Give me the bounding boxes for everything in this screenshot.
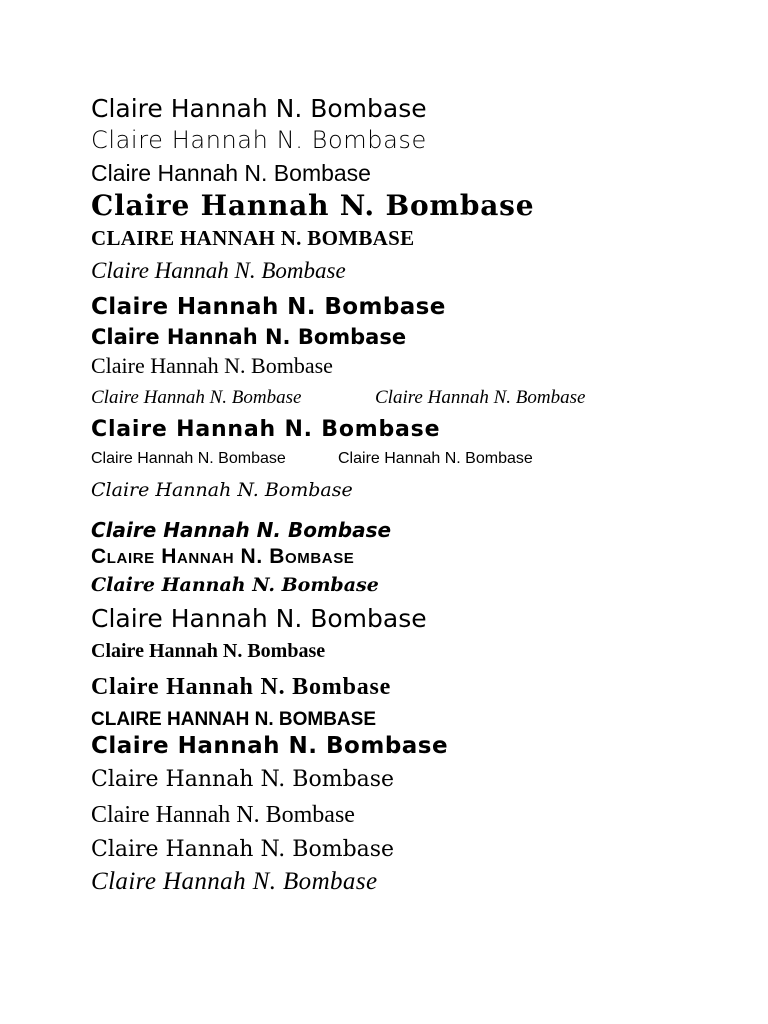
font-sample-line: Claire Hannah N. Bombase: [91, 604, 427, 633]
font-sample-line: Claire Hannah N. Bombase: [91, 545, 355, 568]
font-sample-line: Claire Hannah N. Bombase: [91, 574, 379, 596]
font-sample-line: Claire Hannah N. Bombase: [91, 868, 378, 895]
font-sample-line: Claire Hannah N. Bombase: [91, 189, 535, 222]
font-sample-line: Claire Hannah N. Bombase: [91, 325, 407, 349]
font-sample-line: Claire Hannah N. Bombase: [91, 387, 302, 408]
font-sample-line: Claire Hannah N. Bombase: [91, 258, 346, 283]
font-sample-line: Claire Hannah N. Bombase: [338, 450, 533, 467]
font-sample-line: Claire Hannah N. Bombase: [91, 802, 355, 828]
font-sample-line: Claire Hannah N. Bombase: [91, 518, 392, 542]
font-sample-line: Claire Hannah N. Bombase: [91, 479, 353, 501]
font-sample-line: Claire Hannah N. Bombase: [91, 94, 427, 123]
font-sample-line: Claire Hannah N. Bombase: [91, 450, 286, 467]
font-sample-line: Claire Hannah N. Bombase: [91, 353, 333, 378]
font-sample-line: Claire Hannah N. Bombase: [91, 837, 395, 862]
font-sample-line: CLAIRE HANNAH N. BOMBASE: [91, 226, 415, 250]
font-sample-line: CLAIRE HANNAH N. BOMBASE: [91, 709, 376, 730]
font-sample-line: Claire Hannah N. Bombase: [91, 767, 395, 792]
font-sample-line: Claire Hannah N. Bombase: [91, 733, 449, 759]
font-sample-line: Claire Hannah N. Bombase: [91, 160, 371, 186]
font-sample-line: Claire Hannah N. Bombase: [91, 640, 326, 662]
font-sample-line: Claire Hannah N. Bombase: [375, 387, 586, 408]
font-sample-line: Claire Hannah N. Bombase: [91, 126, 427, 154]
font-sample-line: Claire Hannah N. Bombase: [91, 294, 446, 320]
font-sample-line: Claire Hannah N. Bombase: [91, 417, 441, 442]
font-sample-line: Claire Hannah N. Bombase: [91, 674, 392, 700]
